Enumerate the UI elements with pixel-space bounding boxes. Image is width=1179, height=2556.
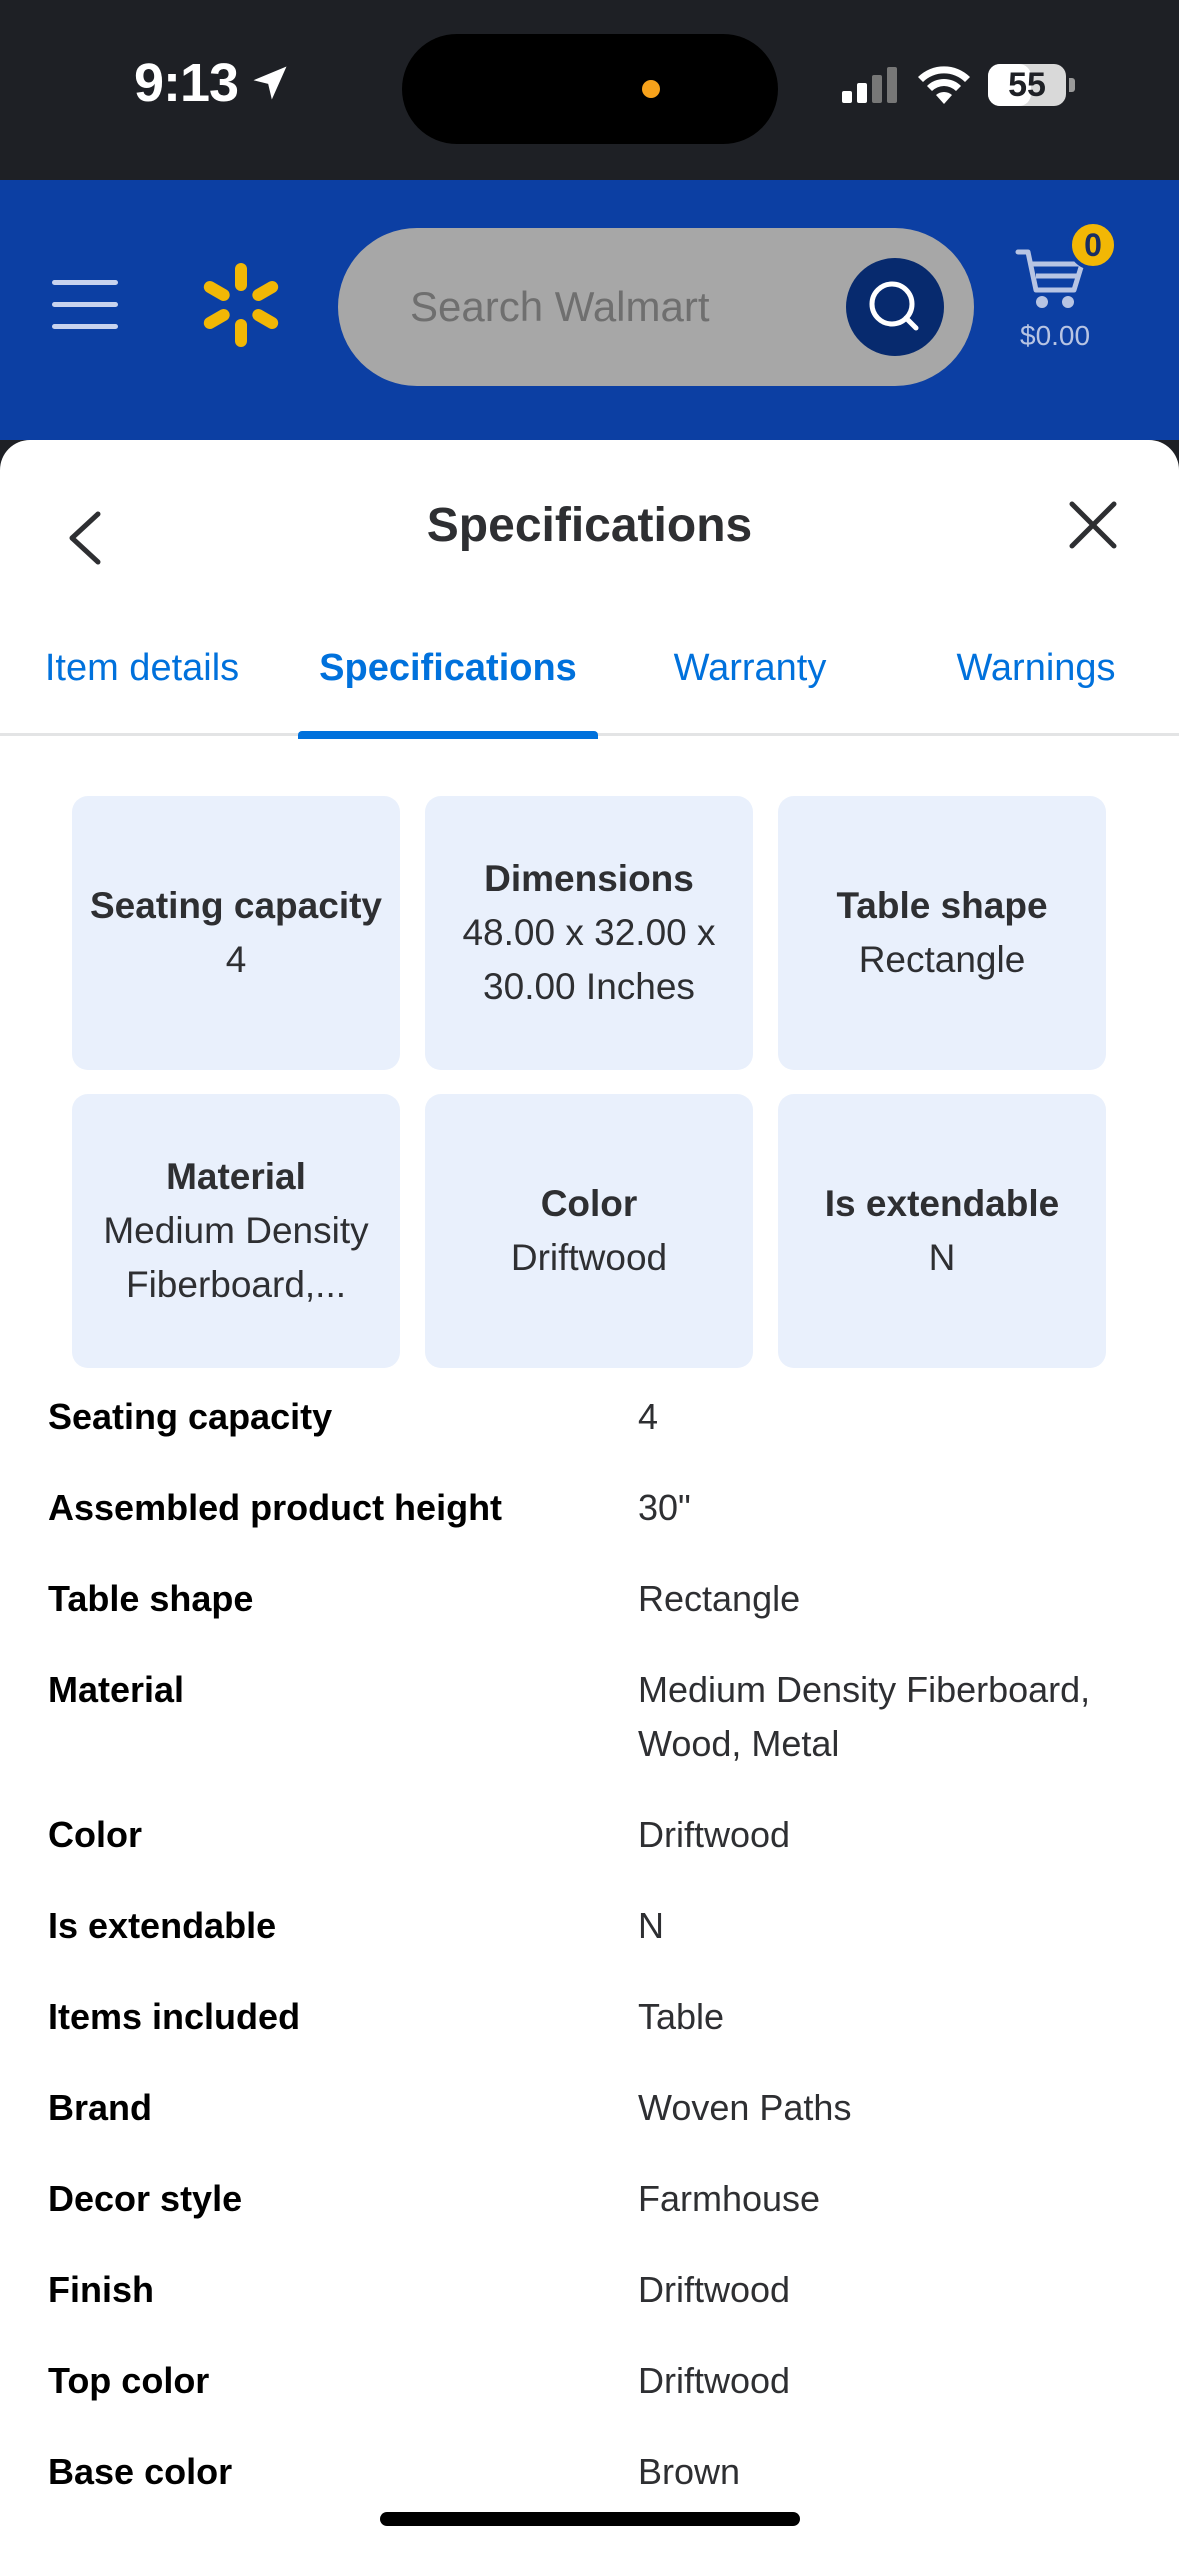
dynamic-island — [402, 34, 778, 144]
spec-value: Farmhouse — [638, 2178, 821, 2219]
spec-tile — [778, 1094, 1106, 1368]
spec-tile-value: Medium Density Fiberboard,... — [103, 1210, 369, 1305]
spec-label: Items included — [48, 1996, 301, 2037]
spec-row — [48, 1663, 1148, 1808]
spec-tile — [72, 1094, 400, 1368]
battery-level: 55 — [1008, 65, 1046, 104]
spec-value: N — [638, 1905, 664, 1946]
spec-row — [48, 2263, 1148, 2354]
tab-bar — [0, 620, 1179, 736]
tab-label: Warranty — [673, 647, 827, 689]
status-indicators — [842, 64, 1066, 106]
spec-value: Driftwood — [638, 1814, 791, 1855]
time-text: 9:13 — [134, 53, 239, 113]
location-arrow-icon — [248, 61, 292, 105]
spec-tile-label: Is extendable — [824, 1183, 1060, 1224]
spec-row — [48, 2172, 1148, 2263]
spec-row — [48, 1990, 1148, 2081]
spec-label: Assembled product height — [48, 1487, 503, 1528]
spec-tile — [425, 1094, 753, 1368]
cart-count-badge: 0 — [1068, 220, 1118, 270]
spec-label: Base color — [48, 2451, 233, 2492]
spec-value: 30" — [638, 1487, 691, 1528]
spec-highlight-tiles — [72, 796, 1106, 1368]
tab-label: Specifications — [319, 647, 577, 689]
spec-row — [48, 1481, 1148, 1572]
spec-value: Driftwood — [638, 2360, 791, 2401]
spec-tile-value: N — [928, 1237, 956, 1278]
spec-tile-label: Color — [540, 1183, 638, 1224]
search-icon — [846, 258, 944, 356]
spec-value: Brown — [638, 2451, 741, 2492]
cart-total: $0.00 — [1020, 320, 1091, 351]
tab-warranty[interactable] — [640, 620, 860, 736]
search-button[interactable] — [846, 258, 944, 356]
spec-row — [48, 1390, 1148, 1481]
spec-value: Driftwood — [638, 2269, 791, 2310]
tab-label: Warnings — [956, 647, 1116, 689]
status-bar — [0, 0, 1179, 180]
spec-value: Woven Paths — [638, 2087, 852, 2128]
spec-tile — [778, 796, 1106, 1070]
cellular-signal-icon — [842, 67, 900, 103]
walmart-spark-logo-icon[interactable] — [196, 260, 286, 350]
battery-tip — [1069, 78, 1075, 92]
spec-label: Seating capacity — [48, 1396, 333, 1437]
walmart-header — [0, 180, 1179, 440]
cart-button[interactable] — [1008, 220, 1118, 370]
spec-label: Brand — [48, 2087, 153, 2128]
spec-label: Is extendable — [48, 1905, 277, 1946]
tab-label: Item details — [44, 647, 240, 689]
status-time — [134, 52, 292, 114]
spec-row — [48, 2081, 1148, 2172]
privacy-indicator-dot — [642, 80, 660, 98]
specifications-sheet — [0, 440, 1179, 2556]
spec-tile-label: Seating capacity — [89, 885, 382, 926]
spec-tile-value: 4 — [225, 939, 247, 980]
home-indicator[interactable] — [380, 2512, 800, 2526]
spec-label: Material — [48, 1669, 185, 1710]
spec-tile-value: Driftwood — [510, 1237, 668, 1278]
spec-row — [48, 1808, 1148, 1899]
spec-label: Top color — [48, 2360, 210, 2401]
spec-tile-label: Dimensions — [484, 858, 694, 899]
spec-row — [48, 2354, 1148, 2445]
spec-value: Rectangle — [638, 1578, 801, 1619]
spec-tile-value: 48.00 x 32.00 x 30.00 Inches — [462, 912, 716, 1007]
close-icon[interactable] — [1068, 500, 1118, 550]
spec-row — [48, 1572, 1148, 1663]
spec-tile-label: Material — [166, 1156, 306, 1197]
spec-tile — [72, 796, 400, 1070]
active-tab-indicator — [298, 731, 598, 739]
tab-specifications[interactable] — [298, 620, 598, 736]
spec-value: 4 — [638, 1396, 659, 1437]
spec-row — [48, 1899, 1148, 1990]
sheet-title: Specifications — [426, 499, 753, 552]
spec-tile-label: Table shape — [836, 885, 1048, 926]
tab-warnings[interactable] — [934, 620, 1138, 736]
spec-value: Medium Density Fiberboard, Wood, Metal — [638, 1669, 1091, 1764]
search-input[interactable] — [410, 282, 790, 332]
tab-item-details[interactable] — [20, 620, 264, 736]
spec-tile-value: Rectangle — [858, 939, 1026, 980]
spec-table — [48, 1390, 1148, 2536]
hamburger-menu-icon[interactable] — [52, 280, 118, 330]
spec-label: Finish — [48, 2269, 154, 2310]
spec-label: Decor style — [48, 2178, 243, 2219]
battery-icon — [988, 64, 1066, 106]
spec-tile — [425, 796, 753, 1070]
spec-label: Table shape — [48, 1578, 254, 1619]
wifi-icon — [918, 66, 970, 104]
spec-value: Table — [638, 1996, 725, 2037]
search-bar[interactable] — [338, 228, 974, 386]
spec-label: Color — [48, 1814, 142, 1855]
